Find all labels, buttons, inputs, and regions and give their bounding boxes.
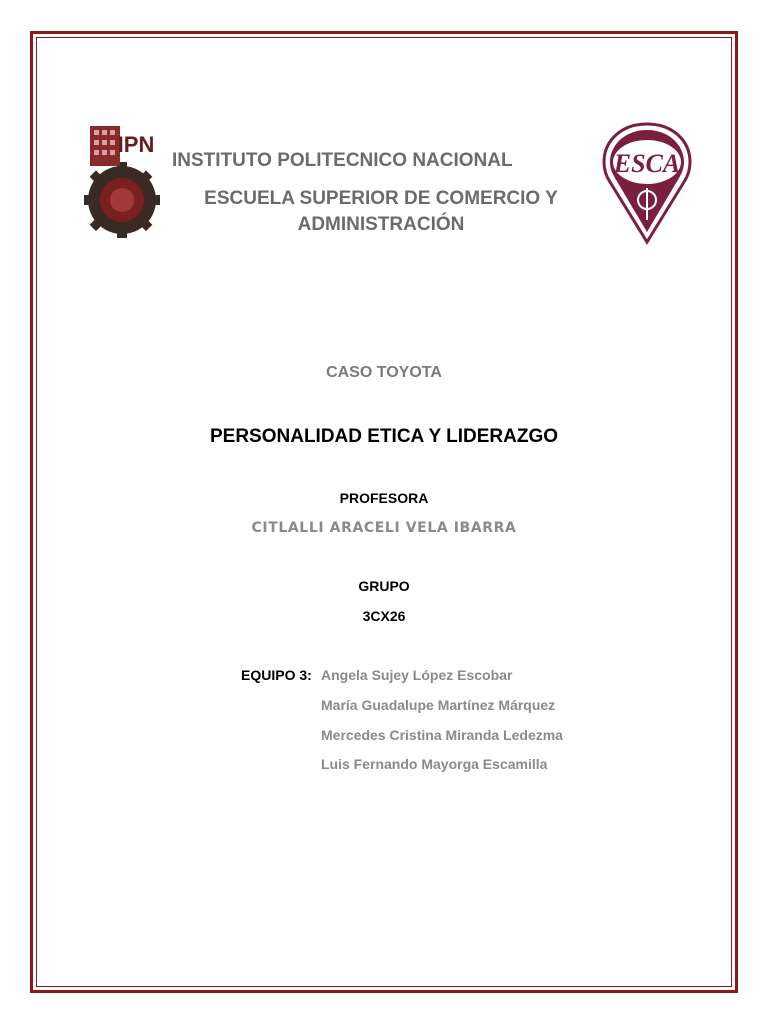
svg-text:ESCA: ESCA [613,149,681,178]
group-label: GRUPO [358,578,410,594]
team-label: EQUIPO 3: [241,667,312,683]
institution-name: INSTITUTO POLITECNICO NACIONAL [172,150,513,171]
group-value: 3CX26 [362,608,406,624]
subject-title: PERSONALIDAD ETICA Y LIDERAZGO [209,426,558,447]
team-member: María Guadalupe Martínez Márquez [321,697,556,713]
professor-label: PROFESORA [339,490,429,506]
svg-text:IPN: IPN [117,132,155,157]
team-member: Angela Sujey López Escobar [321,667,513,683]
professor-name: CITLALLI ARACELI VELA IBARRA [251,520,517,536]
team-member: Mercedes Cristina Miranda Ledezma [321,727,563,743]
ipn-logo-icon [84,122,162,242]
team-member: Luis Fernando Mayorga Escamilla [321,756,548,772]
case-title: CASO TOYOTA [326,364,442,381]
esca-logo-icon [600,122,694,246]
school-name: ESCUELA SUPERIOR DE COMERCIO Y ADMINISTRACIÓN [204,188,558,235]
